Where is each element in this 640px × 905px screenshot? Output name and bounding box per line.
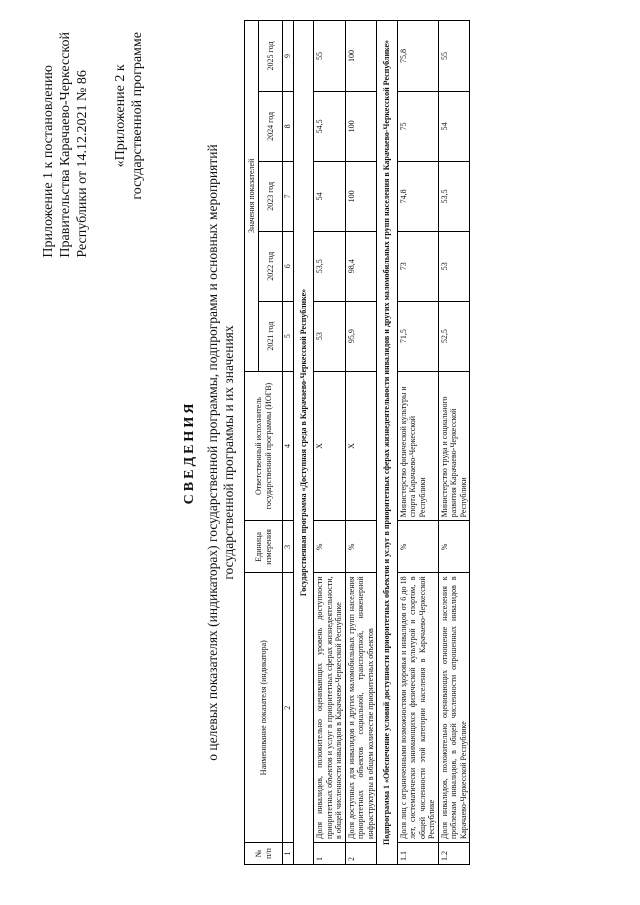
col-header-executor: Ответственный исполнитель государственной программы (ИОГВ) [245,371,283,521]
indicator-value-2021: 95,9 [345,301,377,371]
col-header-year: 2022 год [259,231,283,301]
indicator-name: Доля инвалидов, положительно оценивающих отношение населения к проблемам инвалидов, в общей численности опрошенных инвалидов в Карачаево-Черкесской Республике [438,573,470,843]
indicator-value-2021: 71,5 [397,301,438,371]
col-header-name: Наименование показателя (индикатора) [245,573,283,843]
indicator-unit: % [314,521,346,573]
col-header-year: 2025 год [259,21,283,92]
col-header-year: 2024 год [259,91,283,161]
column-number: 8 [283,91,294,161]
indicator-unit: % [438,521,470,573]
indicator-unit: % [397,521,438,573]
indicator-value-2025: 100 [345,21,377,92]
column-number: 9 [283,21,294,92]
indicator-value-2024: 54 [438,91,470,161]
indicator-value-2021: 53 [314,301,346,371]
indicator-value-2022: 73 [397,231,438,301]
indicator-unit: % [345,521,377,573]
section-title: Подпрограмма 1 «Обеспечение условий доступности приоритетных объектов и услуг в приоритетных сферах жизнедеятельности инвалидов и других маломобильных групп населения в Карачаево-Черкесской Республике» [377,21,398,865]
indicator-value-2023: 100 [345,161,377,231]
row-number: 2 [345,843,377,865]
appendix-line: государственной программе [130,32,145,200]
col-header-year: 2021 год [259,301,283,371]
indicators-table [244,20,470,865]
indicator-value-2021: 52,5 [438,301,470,371]
row-number: 1.1 [397,843,438,865]
indicator-value-2022: 98,4 [345,231,377,301]
row-number: 1.2 [438,843,470,865]
indicator-value-2023: 74,8 [397,161,438,231]
indicator-value-2022: 53,5 [314,231,346,301]
document-heading: СВЕДЕНИЯ [182,400,197,505]
indicator-value-2024: 54,5 [314,91,346,161]
section-row-subprogram-1 [377,21,398,865]
appendix-line: «Приложение 2 к [113,64,128,168]
indicator-value-2023: 54 [314,161,346,231]
column-number: 6 [283,231,294,301]
appendix-reference [112,32,146,200]
document-subtitle-line-1: о целевых показателях (индикаторах) государственной программы, подпрограмм и основных мероприятий [205,144,220,761]
indicator-value-2024: 75 [397,91,438,161]
table-row [397,21,438,865]
column-number: 1 [283,843,294,865]
indicator-value-2022: 53 [438,231,470,301]
table-row [345,21,377,865]
document-subtitle-line-2: государственной программы и их значениях [221,325,236,580]
indicator-value-2025: 75,8 [397,21,438,92]
indicator-name: Доля доступных для инвалидов и других маломобильных групп населения приоритетных объектов социальной, транспортной, инженерной инфраструктуры в общем количестве приоритетных объектов [345,573,377,843]
column-number: 4 [283,371,294,521]
column-number: 3 [283,521,294,573]
indicator-executor: Министерство физической культуры и спорта Карачаево-Черкесской Республики [397,371,438,521]
indicator-executor: Х [345,371,377,521]
col-header-values-group: Значения показателей [245,21,259,372]
indicator-executor: Министерство труда и социального развития Карачаево-Черкесской Республики [438,371,470,521]
col-header-num: № п/п [245,843,283,865]
decree-line: Республики от 14.12.2021 № 86 [75,70,90,258]
indicator-name: Доля инвалидов, положительно оценивающих уровень доступности приоритетных объектов и услуг в приоритетных сферах жизнедеятельности, в общей численности инвалидов в Карачаево-Черкесской Республике [314,573,346,843]
decree-line: Правительства Карачаево-Черкесской [58,32,73,258]
table-row [438,21,470,865]
indicator-executor: Х [314,371,346,521]
column-number: 2 [283,573,294,843]
col-header-unit: Единица измерения [245,521,283,573]
table-row [314,21,346,865]
indicator-value-2025: 55 [438,21,470,92]
indicator-value-2024: 100 [345,91,377,161]
section-title: Государственная программа «Доступная среда в Карачаево-Черкесской Республике» [293,21,314,865]
column-number-row [283,21,294,865]
column-number: 7 [283,161,294,231]
decree-reference [40,32,91,258]
decree-line: Приложение 1 к постановлению [41,65,56,258]
indicator-value-2023: 53,5 [438,161,470,231]
section-row-program [293,21,314,865]
column-number: 5 [283,301,294,371]
col-header-year: 2023 год [259,161,283,231]
indicator-name: Доля лиц с ограниченными возможностями здоровья и инвалидов от 6 до 18 лет, систематически занимающихся физической культурой и спортом, в общей численности этой категории населения в Карачаево-Черкесской Республике [397,573,438,843]
indicator-value-2025: 55 [314,21,346,92]
row-number: 1 [314,843,346,865]
